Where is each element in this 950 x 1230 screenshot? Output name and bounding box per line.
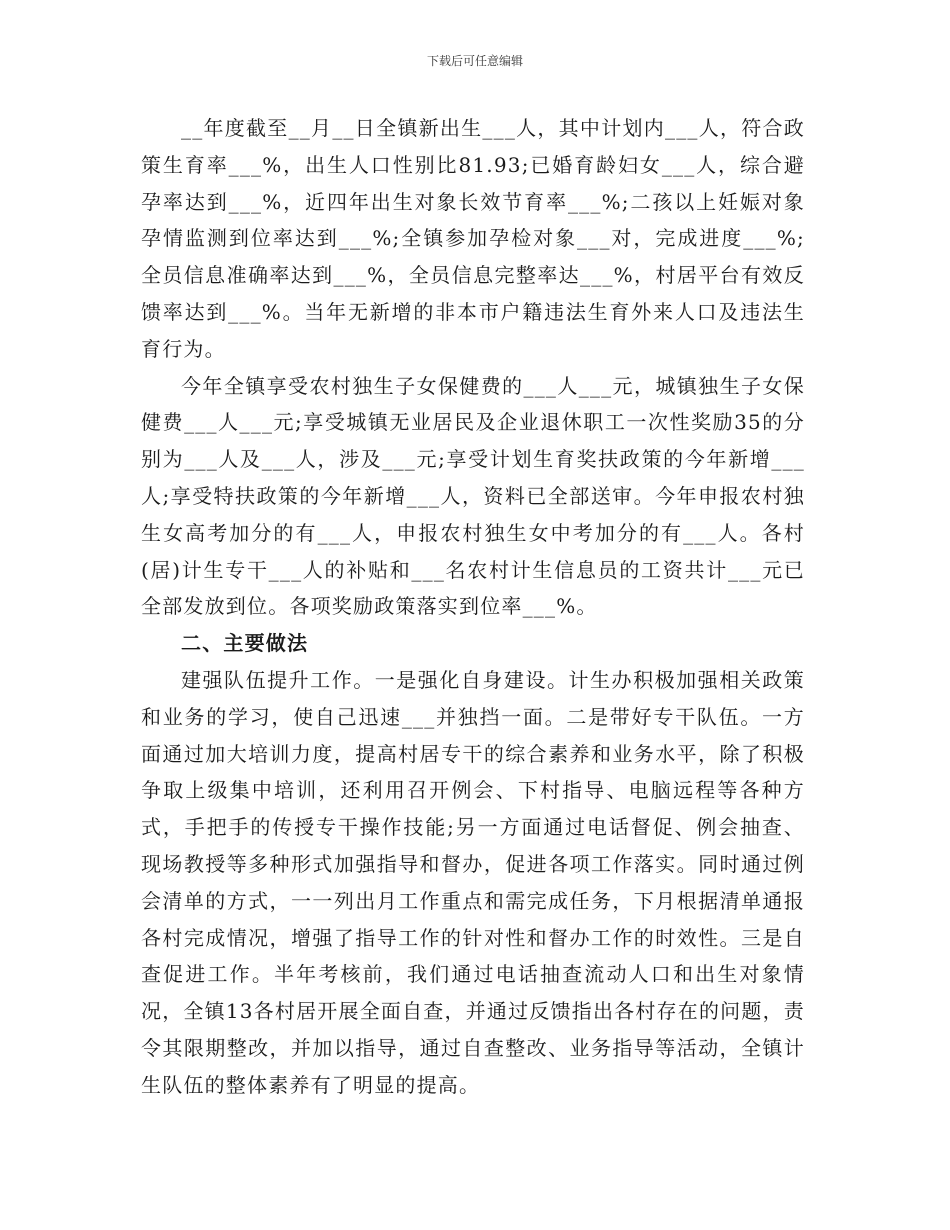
document-body bbox=[141, 110, 805, 1104]
page-header: 下载后可任意编辑 bbox=[426, 54, 523, 68]
paragraph-team-building: 建强队伍提升工作。一是强化自身建设。计生办积极加强相关政策和业务的学习，使自己迅速___并独挡一面。二是带好专干队伍。一方面通过加大培训力度，提高村居专干的综合素养和业务水平，除了积极争取上级集中培训，还利用召开例会、下村指导、电脑远程等各种方式，手把手的传授专干操作技能;另一方面通过电话督促、例会抽查、现场教授等多种形式加强指导和督办，促进各项工作落实。同时通过例会清单的方式，一一列出月工作重点和需完成任务，下月根据清单通报各村完成情况，增强了指导工作的针对性和督办工作的时效性。三是自查促进工作。半年考核前，我们通过电话抽查流动人口和出生对象情况，全镇13各村居开展全面自查，并通过反馈指出各村存在的问题，责令其限期整改，并加以指导，通过自查整改、业务指导等活动，全镇计生队伍的整体素养有了明显的提高。 bbox=[141, 667, 805, 1097]
paragraph-health-subsidies: 今年全镇享受农村独生子女保健费的___人___元，城镇独生子女保健费___人___元;享受城镇无业居民及企业退休职工一次性奖励35的分别为___人及___人，涉及___元;享受计划生育奖扶政策的今年新增___人;享受特扶政策的今年新增___人，资料已全部送审。今年申报农村独生女高考加分的有___人，申报农村独生女中考加分的有___人。各村(居)计生专干___人的补贴和___名农村计生信息员的工资共计___元已全部发放到位。各项奖励政策落实到位率___%。 bbox=[141, 373, 805, 619]
section-heading-main-practices: 二、主要做法 bbox=[181, 631, 309, 656]
paragraph-birth-statistics: __年度截至__月__日全镇新出生___人，其中计划内___人，符合政策生育率___%，出生人口性别比81.93;已婚育龄妇女___人，综合避孕率达到___%，近四年出生对象长效节育率___%;二孩以上妊娠对象孕情监测到位率达到___%;全镇参加孕检对象___对，完成进度___%;全员信息准确率达到___%，全员信息完整率达___%，村居平台有效反馈率达到___%。当年无新增的非本市户籍违法生育外来人口及违法生育行为。 bbox=[141, 116, 805, 361]
